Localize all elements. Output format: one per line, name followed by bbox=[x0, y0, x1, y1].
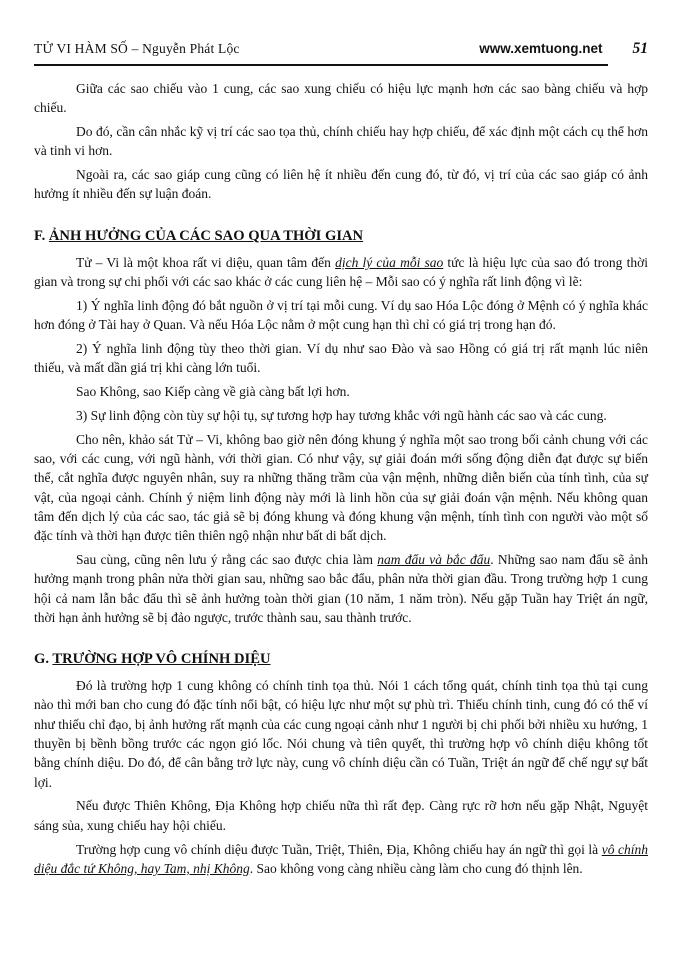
paragraph bbox=[34, 550, 648, 627]
text-run: . Những sao nam đẩu sẽ ảnh hưởng mạnh trong phân nửa thời gian sau, những sao bắc đẩu, phân nửa thời gian đầu. Trong trường hợp 1 cung hội cả nam lẫn bắc đẩu thì sẽ ảnh hưởng toàn thời gian (10 năm, 1 năm tròn). Nếu gặp Tuần hay Triệt án ngữ, thời hạn ảnh hưởng sẽ bị đảo ngược, trước thành sau, sau thành trước. bbox=[34, 551, 649, 625]
paragraph bbox=[34, 165, 648, 204]
emphasized-term: dịch lý của mỗi sao bbox=[335, 254, 444, 270]
emphasized-term: vô chính diệu đắc tứ Không, hay Tam, nhị Không bbox=[34, 841, 648, 876]
page-header bbox=[34, 40, 648, 58]
header-rule bbox=[34, 64, 608, 66]
document-body bbox=[34, 79, 648, 878]
emphasized-term: nam đẩu và bắc đẩu bbox=[377, 551, 491, 567]
text-run: Do đó, cần cân nhắc kỹ vị trí các sao tọa thủ, chính chiếu hay hợp chiếu, để xác định một cách cụ thể hơn và tinh vi hơn. bbox=[34, 124, 648, 159]
paragraph bbox=[34, 339, 648, 378]
text-run: tức là hiệu lực của sao đó trong thời gian và trong sự chi phối với các sao khác ở các cung liên hệ – Mỗi sao có ý nghĩa rất linh động vì lẽ: bbox=[34, 254, 648, 290]
text-run: 2) Ý nghĩa linh động tùy theo thời gian. Ví dụ như sao Đào và sao Hồng có giá trị rất mạnh lúc niên thiếu, và mất dần giá trị khi càng lớn tuổi. bbox=[34, 340, 648, 376]
heading-text: ẢNH HƯỞNG CỦA CÁC SAO QUA THỜI GIAN bbox=[48, 227, 364, 244]
text-run: Đó là trường hợp 1 cung không có chính tinh tọa thủ. Nói 1 cách tổng quát, chính tinh tọa thủ tại cung nào thì mới ban cho cung đó đặc tính nổi bật, có hiệu lực như một sự phù trì. Thiếu chính tinh, cung đó có thể ví như thiếu chỉ đạo, bị ảnh hưởng rất mạnh của các cung ngoại cảnh như 1 người bị chi phối bởi nhiều xu hướng, 1 thuyền bị bềnh bồng trước các ngọn gió lốc. Nói chung và tiên quyết, thì trường hợp vô chính diệu không tốt bằng chính diệu. Do đó, để cân bằng trở lực này, cung vô chính diệu cần có Tuần, Triệt án ngữ để chế ngự sự bất lợi. bbox=[34, 678, 648, 790]
text-run: Sao Không, sao Kiếp càng về già càng bất lợi hơn. bbox=[76, 384, 350, 400]
paragraph bbox=[34, 122, 648, 161]
book-title: TỬ VI HÀM SỐ – Nguyễn Phát Lộc bbox=[34, 41, 240, 56]
page-number: 51 bbox=[632, 40, 648, 57]
text-run: Cho nên, khảo sát Tử – Vi, không bao giờ nên đóng khung ý nghĩa một sao trong bối cảnh chung với các sao, với các cung, với ngũ hành, với thời gian. Có như vậy, sự giải đoán mới sống động diễn đạt được sự biến thể, cắt nghĩa được nguyên nhân, suy ra những thăng trầm của vận mệnh, những diễn biến của tính tình, của sự vật, của ngoại cảnh. Chính ý niệm linh động này mới là linh hồn của sự giải đoán vận mệnh. Nếu không quan tâm đến dịch lý của các sao, tác giả sẽ bị đóng khung và đóng khung vận mệnh, tính tình con người vào một số đặc tính và thời hạn được tiên thiên ngộ nhận như bất di bất dịch. bbox=[34, 431, 648, 544]
paragraph bbox=[34, 253, 648, 292]
text-run: Tử – Vi là một khoa rất vi diệu, quan tâm đến bbox=[76, 254, 336, 270]
text-run: 1) Ý nghĩa linh động đó bắt nguồn ở vị trí tại mỗi cung. Ví dụ sao Hóa Lộc đóng ở Mệnh có ý nghĩa khác hơn đóng ở Tài hay ở Quan. Và nếu Hóa Lộc nằm ở một cung hạn thì chỉ có giá trị trong hạn đó. bbox=[34, 297, 648, 333]
paragraph bbox=[34, 296, 648, 335]
paragraph bbox=[34, 840, 648, 879]
heading-prefix: G. bbox=[34, 651, 49, 668]
text-run: 3) Sự linh động còn tùy sự hội tụ, sự tương hợp hay tương khắc với ngũ hành các sao và các cung. bbox=[76, 407, 607, 423]
text-run: Ngoài ra, các sao giáp cung cũng có liên hệ ít nhiều đến cung đó, từ đó, vị trí của các sao giáp có ảnh hưởng ít nhiều đến sự luận đoán. bbox=[34, 167, 648, 202]
heading-text: TRƯỜNG HỢP VÔ CHÍNH DIỆU bbox=[52, 651, 271, 668]
heading-prefix: F. bbox=[34, 227, 46, 244]
paragraph bbox=[34, 79, 648, 118]
section-heading-f bbox=[34, 227, 648, 246]
paragraph bbox=[34, 406, 648, 425]
paragraph bbox=[34, 430, 648, 546]
website-url: www.xemtuong.net bbox=[479, 41, 603, 56]
text-run: Sau cùng, cũng nên lưu ý rằng các sao được chia làm bbox=[76, 551, 378, 567]
text-run: Giữa các sao chiếu vào 1 cung, các sao xung chiếu có hiệu lực mạnh hơn các sao bàng chiếu và hợp chiếu. bbox=[34, 81, 648, 116]
text-run: Trường hợp cung vô chính diệu được Tuần, Triệt, Thiên, Địa, Không chiếu hay án ngữ thì gọi là bbox=[76, 841, 602, 857]
text-run: Nếu được Thiên Không, Địa Không hợp chiếu nữa thì rất đẹp. Càng rực rỡ hơn nếu gặp Nhật, Nguyệt sáng sủa, xung chiếu hay hội chiếu. bbox=[34, 798, 648, 833]
paragraph bbox=[34, 382, 648, 401]
paragraph bbox=[34, 796, 648, 835]
text-run: . Sao không vong càng nhiều càng làm cho cung đó thịnh lên. bbox=[249, 860, 583, 876]
paragraph bbox=[34, 676, 648, 792]
section-heading-g bbox=[34, 650, 648, 669]
